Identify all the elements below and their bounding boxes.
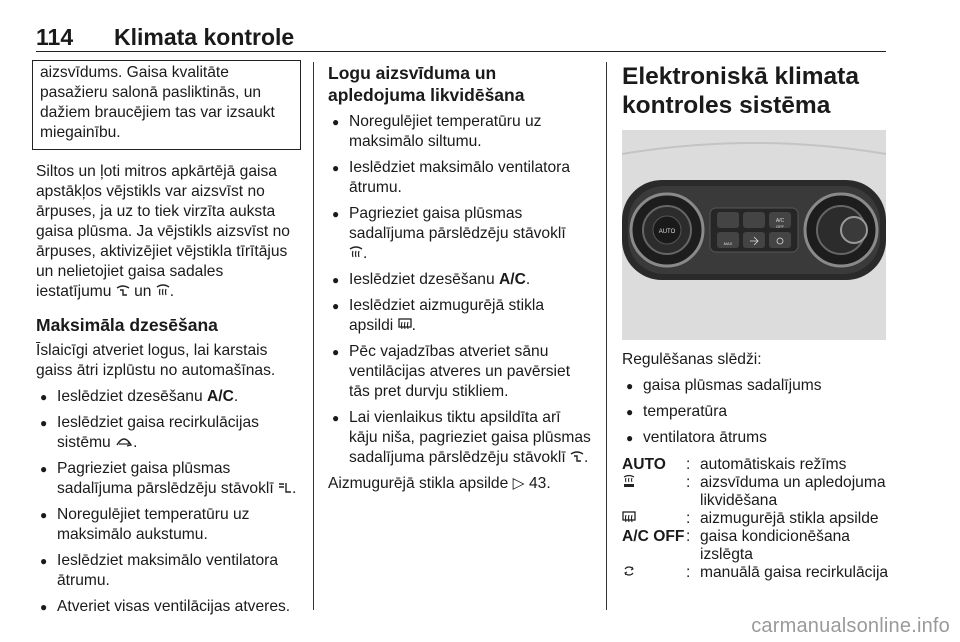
off-label: OFF [776,224,784,229]
page-ref-arrow-icon: ▷ [512,475,525,492]
controls-list [622,376,892,448]
page-header [36,24,886,52]
definition-row: A/C OFF : gaisa kondicionēšana izslēgta [622,528,892,564]
list-item: ● Lai vienlaikus tiktu apsildīta arī kāju niša, pagrieziet gaisa plūsmas sadalījuma pārslēdzēju stāvoklī . [328,408,592,468]
definition-text: aizmugurējā stikla apsilde [700,510,879,527]
list-item: ● ventilatora ātrums [622,428,892,448]
page-title: Klimata kontrole [114,24,295,50]
paragraph-text: un [134,283,152,300]
windshield-feet-icon [570,448,584,468]
list-item: ● gaisa plūsmas sadalījums [622,376,892,396]
list-item: ● Pēc vajadzības atveriet sānu ventilācijas atveres un pavērsiet tās pret durvju stikliem. [328,342,592,402]
manual-recirculation-icon [622,564,636,583]
definition-row: : aizmugurējā stikla apsilde [622,510,892,528]
list-item: ● Ieslēdziet gaisa recirkulācijas sistēmu . [36,413,298,453]
ac-label: A/C [775,218,785,224]
list-item: ● Atveriet visas ventilācijas atveres. [36,597,298,617]
recirculation-icon [115,433,133,453]
section-heading: Maksimāla dzesēšana [36,315,218,335]
list-item: ● Ieslēdziet maksimālo ventilatora ātrumu. [328,158,592,198]
definition-text: gaisa kondicionēšana izslēgta [700,528,850,563]
list-item: ● Noregulējiet temperatūru uz maksimālo aukstumu. [36,505,298,545]
definition-text: automātiskais režīms [700,456,847,473]
definition-row: : aizsvīduma un apledojuma likvidēšana [622,474,892,510]
definition-text: manuālā gaisa recirkulācija [700,564,889,581]
paragraph-text: Siltos un ļoti mitros apkārtējā gaisa apstākļos vējstikls var aizsvīst no ārpuses, ja uz to tiek virzīta auksta gaisa plūsma. Ja vējstikls aizsvīst no ārpuses, aktivizējiet vējstikla tīrītājus un nelietojiet gaisa sadales iestatījumu [36,163,290,300]
windshield-defrost-icon [156,282,170,302]
column-3 [622,62,892,583]
definitions-table [622,456,892,583]
list-item: ● Ieslēdziet dzesēšanu A/C. [328,270,592,290]
definition-row: : manuālā gaisa recirkulācija [622,564,892,583]
note-text: aizsvīdums. Gaisa kvalitāte pasažieru salonā pasliktinās, un dažiem braucējiem tas var izsaukt miegainību. [40,64,275,141]
list-item: ● Ieslēdziet dzesēšanu A/C. [36,387,298,407]
climate-control-photo [622,130,886,340]
list-item: ● Pagrieziet gaisa plūsmas sadalījuma pārslēdzēju stāvoklī . [328,204,592,264]
list-item: ● Noregulējiet temperatūru uz maksimālo siltumu. [328,112,592,152]
list-item: ● Ieslēdziet aizmugurējā stikla apsildi . [328,296,592,336]
rear-window-defrost-icon [622,510,636,528]
column-divider [313,62,314,610]
watermark: carmanualsonline.info [751,615,950,637]
max-label: MAX [723,241,733,246]
list-item: ● Pagrieziet gaisa plūsmas sadalījuma pārslēdzēju stāvoklī . [36,459,298,499]
rear-window-defrost-icon [398,316,412,336]
page-number: 114 [36,24,74,50]
windshield-feet-icon [116,282,130,302]
list-item: ● temperatūra [622,402,892,422]
column-2 [328,62,592,494]
column-1 [36,62,298,617]
paragraph: Īslaicīgi atveriet logus, lai karstais gaiss ātri izplūstu no automašīnas. [36,342,276,379]
paragraph-text: . [169,283,175,300]
bullet-list [328,112,592,468]
definition-row: AUTO : automātiskais režīms [622,456,892,474]
cross-reference: Aizmugurējā stikla apsilde ▷ 43. [328,475,551,492]
definition-text: aizsvīduma un apledojuma likvidēšana [700,474,886,509]
bullet-list [36,387,298,617]
definition-term: AUTO [622,456,666,473]
controls-label: Regulēšanas slēdži: [622,351,762,368]
max-defrost-icon [622,474,636,493]
auto-label: AUTO [658,229,676,235]
column-divider [606,62,607,610]
windshield-defrost-icon [349,244,363,264]
definition-term: A/C OFF [622,528,685,545]
paragraph [36,162,298,302]
section-heading: Elektroniskā klimata kontroles sistēma [622,63,859,119]
face-vent-icon [278,479,292,499]
section-heading: Logu aizsvīduma un apledojuma likvidēšana [328,63,525,105]
list-item: ● Ieslēdziet maksimālo ventilatora ātrumu. [36,551,298,591]
note-box [32,60,301,150]
